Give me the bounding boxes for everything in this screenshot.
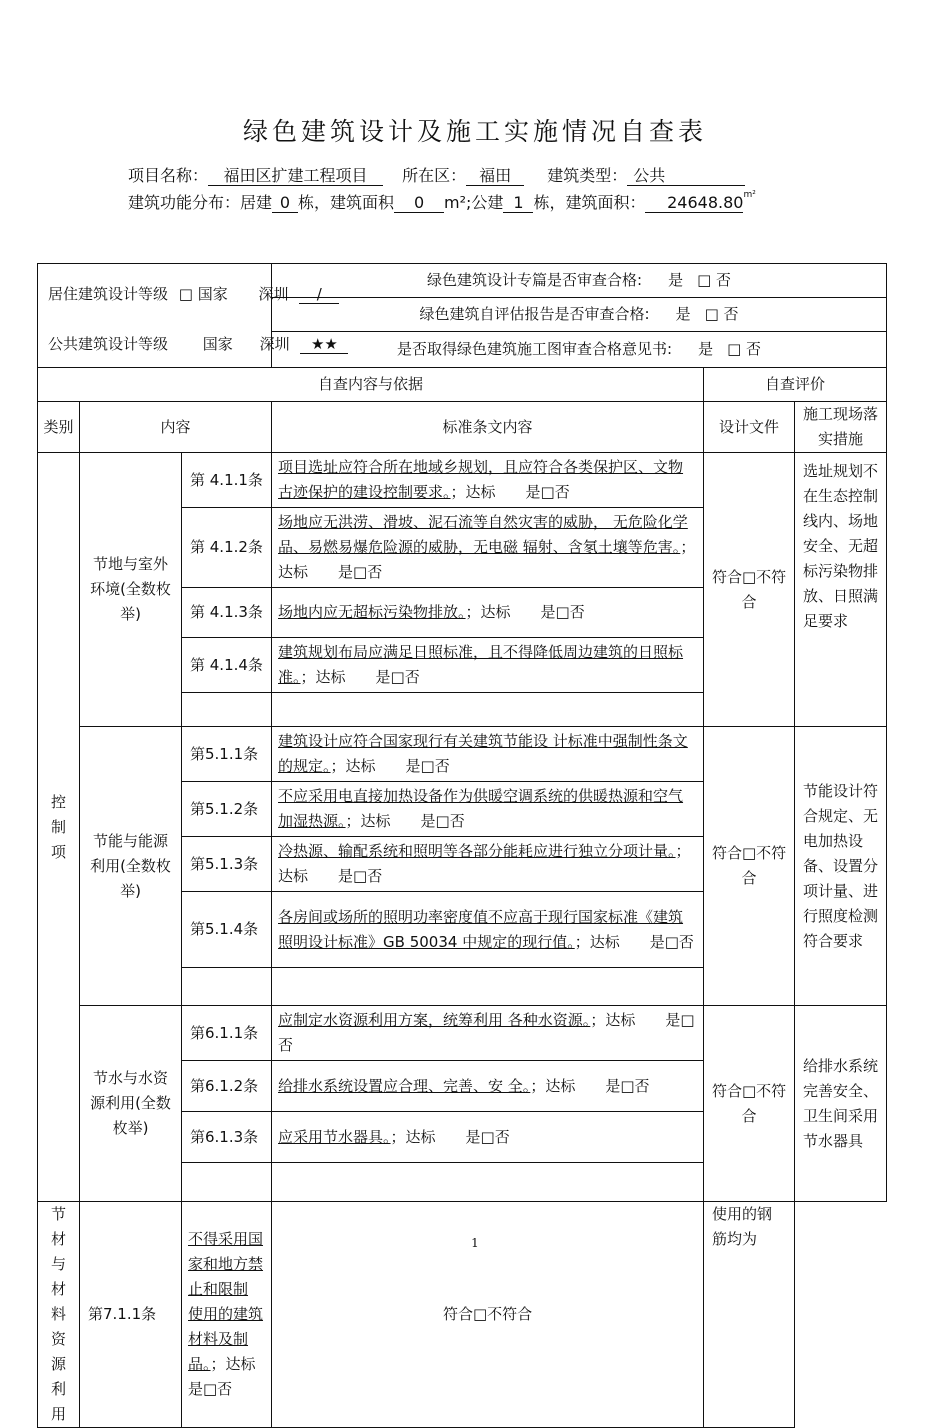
site-measure-header: 施工现场落实措施 [795,402,887,453]
site-measure: 使用的钢筋均为 [704,1202,795,1428]
area-unit: m² [743,190,756,200]
project-info-line [128,163,745,186]
category-header: 类别 [38,402,80,453]
table-row [38,1006,887,1061]
control-category: 控制项 [38,453,80,1202]
self-check-table [37,263,887,1428]
clause-number: 第6.1.2条 [182,1061,272,1112]
standard-text: 各房间或场所的照明功率密度值不应高于现行国家标准《建筑照明设计标准》GB 50034 中规定的现行值。；达标 是□否 [272,892,704,968]
site-measure: 选址规划不在生态控制线内、场地安全、无超标污染物排放、日照满足要求 [795,453,887,727]
project-name-value: 福田区扩建工程项目 [208,167,383,186]
residential-area: 0 [394,194,444,213]
standard-text: 建筑规划布局应满足日照标准，且不得降低周边建筑的日照标准。；达标 是□否 [272,638,704,693]
public-count: 1 [503,194,533,213]
district-value: 福田 [466,167,524,186]
residential-level-value: / [299,285,339,304]
clause-number: 第6.1.1条 [182,1006,272,1061]
clause-number: 第5.1.3条 [182,837,272,892]
section-name: 节地与室外环境(全数枚举) [80,453,182,727]
design-level-cell [38,264,338,368]
content-header: 内容 [80,402,272,453]
standard-text: 应采用节水器具。；达标 是□否 [272,1112,704,1163]
standard-text: 场地内应无超标污染物排放。；达标 是□否 [272,588,704,638]
clause-number: 第 4.1.1条 [182,453,272,508]
site-measure: 给排水系统完善安全、卫生间采用节水器具 [795,1006,887,1202]
clause-number: 第 4.1.4条 [182,638,272,693]
standard-text: 不得采用国家和地方禁止和限制 使用的建筑材料及制品。；达标 是□否 [182,1202,272,1428]
standard-text: 冷热源、输配系统和照明等各部分能耗应进行独立分项计量。；达标 是□否 [272,837,704,892]
distribution-line [128,190,756,213]
design-doc-header: 设计文件 [704,402,795,453]
residential-count: 0 [272,194,298,213]
section-name: 节能与能源利用(全数枚举) [80,727,182,1006]
distribution-label: 建筑功能分布：居建 [128,193,273,212]
site-measure: 节能设计符合规定、无电加热设备、设置分项计量、进行照度检测符合要求 [795,727,887,1006]
table-row [38,453,887,508]
design-eval: 符合□不符合 [704,453,795,727]
clause-number: 第5.1.2条 [182,782,272,837]
clause-number: 第7.1.1条 [80,1202,182,1428]
public-prefix: m²;公建 [444,193,504,212]
building-type-label: 建筑类型： [547,166,628,185]
standard-text: 给排水系统设置应合理、完善、安 全。；达标 是□否 [272,1061,704,1112]
public-level-value: ★★ [300,335,348,354]
design-eval: 符合□不符合 [272,1202,704,1428]
district-label: 所在区： [402,166,467,185]
building-type-value: 公共 [627,167,745,186]
page-number: 1 [471,1236,479,1250]
clause-number: 第6.1.3条 [182,1112,272,1163]
public-unit: 栋，建筑面积： [533,193,646,212]
table-row [38,727,887,782]
standard-text: 场地应无洪涝、滑坡、泥石流等自然灾害的威胁， 无危险化学品、易燃易爆危险源的威胁，无电磁 辐射、含氡土壤等危害。；达标 是□否 [272,508,704,588]
review-check-1: 绿色建筑设计专篇是否审查合格: 是 □ 否 [272,264,887,298]
project-name-label: 项目名称： [128,166,209,185]
document-title: 绿色建筑设计及施工实施情况自查表 [242,117,707,146]
clause-number: 第5.1.1条 [182,727,272,782]
review-check-2: 绿色建筑自评估报告是否审查合格: 是 □ 否 [272,298,887,332]
residential-level: 居住建筑设计等级 □ 国家 深圳 / [48,282,339,307]
standard-text: 建筑设计应符合国家现行有关建筑节能设 计标准中强制性条文的规定。；达标 是□否 [272,727,704,782]
clause-number: 第5.1.4条 [182,892,272,968]
public-level: 公共建筑设计等级 国家 深圳 ★★ [48,332,348,357]
clause-number: 第 4.1.2条 [182,508,272,588]
section-name: 节材与材料资源利用 [38,1202,80,1428]
review-check-3: 是否取得绿色建筑施工图审查合格意见书: 是 □ 否 [272,332,887,368]
design-eval: 符合□不符合 [704,1006,795,1202]
public-area: 24648.80 [645,194,743,213]
standard-text: 项目选址应符合所在地域乡规划，且应符合各类保护区、文物古迹保护的建设控制要求。；达标 是□否 [272,453,704,508]
self-eval-header: 自查评价 [704,368,887,402]
section-name: 节水与水资源利用(全数枚举) [80,1006,182,1202]
standard-text: 应制定水资源利用方案，统筹利用 各种水资源。；达标 是□否 [272,1006,704,1061]
design-eval: 符合□不符合 [704,727,795,1006]
residential-unit: 栋，建筑面积 [298,193,395,212]
self-check-header: 自查内容与依据 [38,368,704,402]
clause-number: 第 4.1.3条 [182,588,272,638]
standard-header: 标准条文内容 [272,402,704,453]
standard-text: 不应采用电直接加热设备作为供暖空调系统的供暖热源和空气加湿热源。；达标 是□否 [272,782,704,837]
